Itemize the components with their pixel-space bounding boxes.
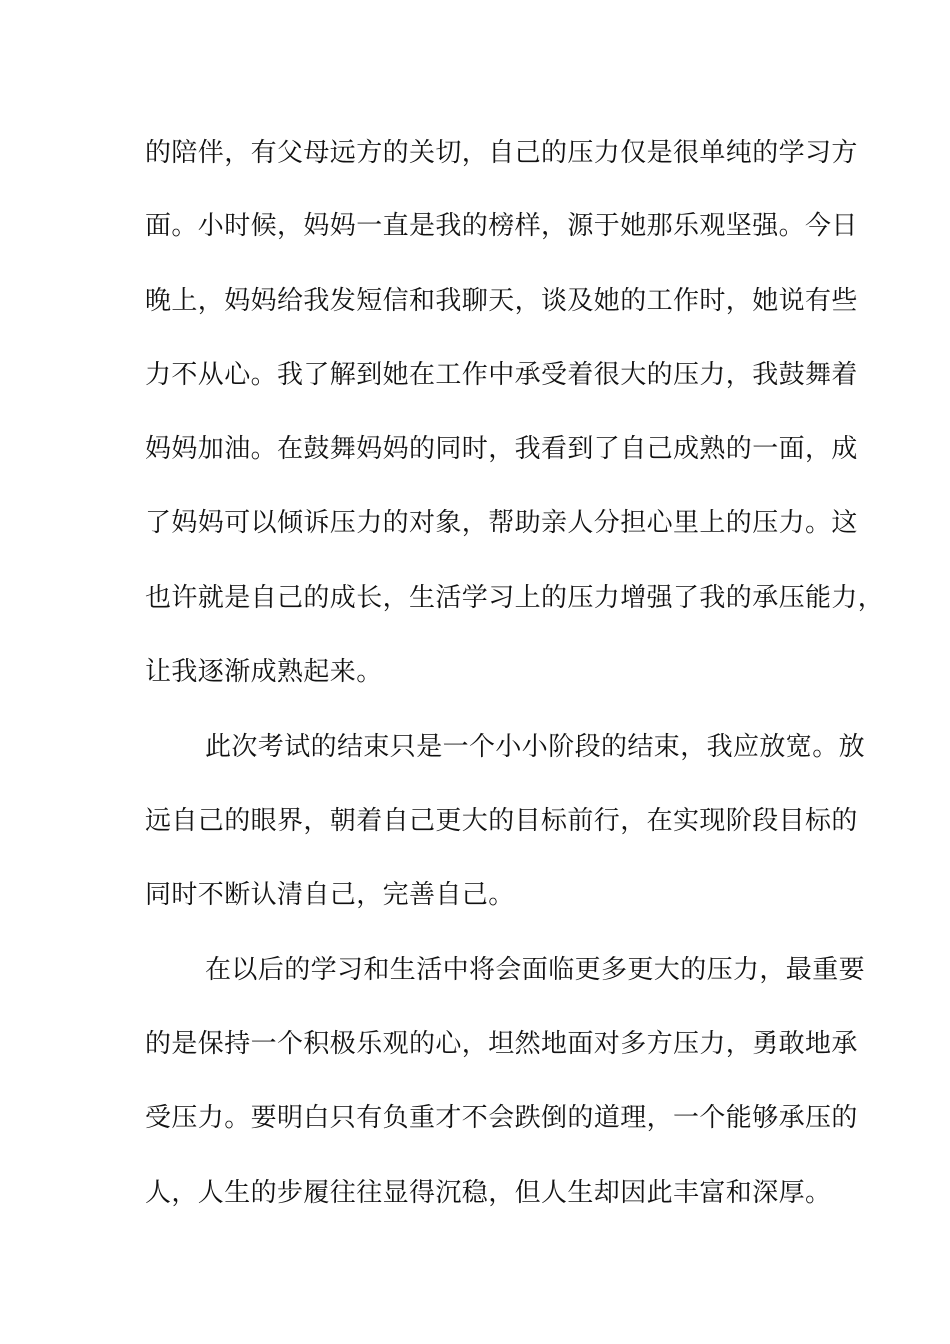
text-line: 妈妈加油。在鼓舞妈妈的同时，我看到了自己成熟的一面，成: [145, 434, 858, 464]
paragraph-first-line: 在以后的学习和生活中将会面临更多更大的压力，最重要: [205, 955, 866, 985]
text-line: 同时不断认清自己，完善自己。: [145, 880, 515, 910]
text-line: 让我逐渐成熟起来。: [145, 657, 383, 687]
text-line: 也许就是自己的成长，生活学习上的压力增强了我的承压能力，: [145, 583, 885, 613]
text-line: 晚上，妈妈给我发短信和我聊天，谈及她的工作时，她说有些: [145, 286, 858, 316]
text-line: 面。小时候，妈妈一直是我的榜样，源于她那乐观坚强。今日: [145, 211, 858, 241]
paragraph-first-line: 此次考试的结束只是一个小小阶段的结束，我应放宽。放: [205, 732, 866, 762]
text-line: 受压力。要明白只有负重才不会跌倒的道理，一个能够承压的: [145, 1103, 858, 1133]
text-line: 远自己的眼界，朝着自己更大的目标前行，在实现阶段目标的: [145, 806, 858, 836]
text-line: 人，人生的步履往往显得沉稳，但人生却因此丰富和深厚。: [145, 1178, 832, 1208]
text-line: 力不从心。我了解到她在工作中承受着很大的压力，我鼓舞着: [145, 360, 858, 390]
text-line: 了妈妈可以倾诉压力的对象，帮助亲人分担心里上的压力。这: [145, 508, 858, 538]
text-line: 的是保持一个积极乐观的心，坦然地面对多方压力，勇敢地承: [145, 1029, 858, 1059]
text-line: 的陪伴，有父母远方的关切，自己的压力仅是很单纯的学习方: [145, 138, 858, 168]
